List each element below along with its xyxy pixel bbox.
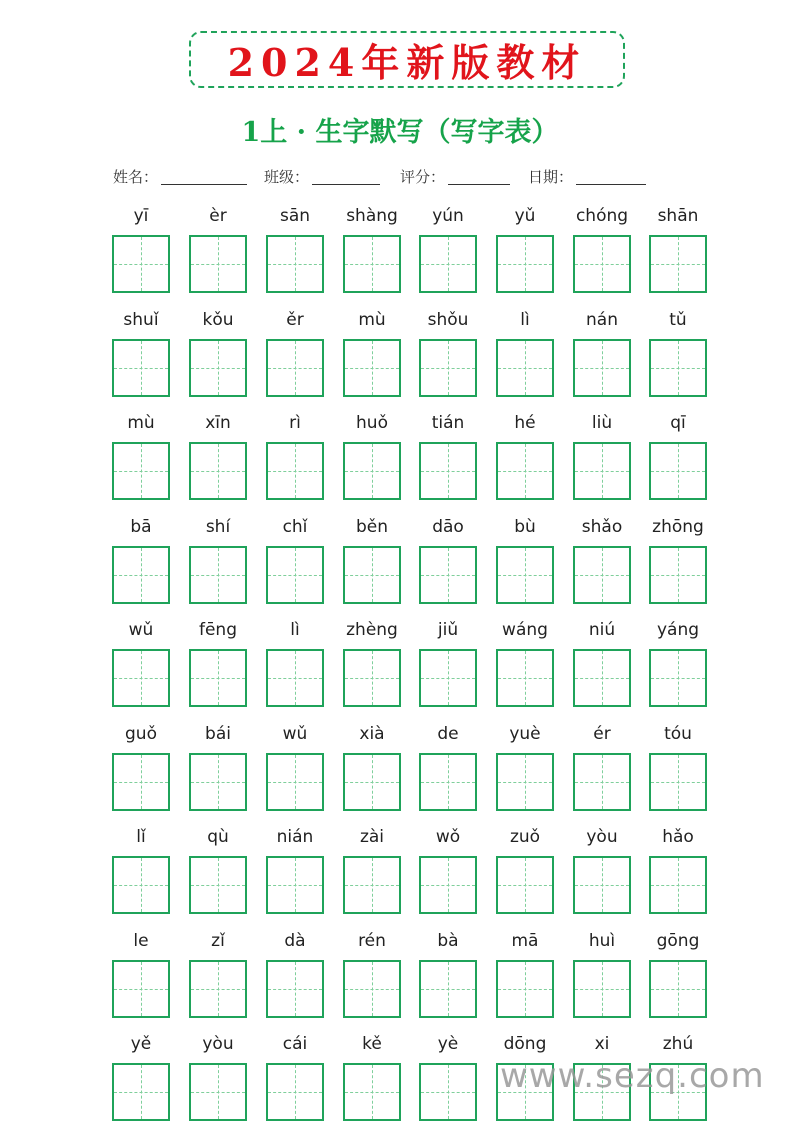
tianzige-writing-box[interactable] [112, 339, 170, 397]
class-blank[interactable] [312, 169, 380, 185]
tianzige-writing-box[interactable] [343, 753, 401, 811]
score-blank[interactable] [448, 169, 510, 185]
pinyin-label: huǒ [356, 413, 388, 433]
pinyin-label: zuǒ [509, 827, 541, 847]
character-cell [112, 309, 170, 401]
pinyin-label: nán [586, 310, 618, 330]
tianzige-writing-box[interactable] [189, 339, 247, 397]
pinyin-label: guǒ [125, 724, 157, 744]
character-cell [112, 1033, 170, 1125]
character-cell [266, 516, 324, 608]
tianzige-writing-box[interactable] [649, 960, 707, 1018]
character-cell [189, 723, 247, 815]
name-field[interactable] [113, 166, 247, 187]
pinyin-label: de [437, 724, 459, 744]
pinyin-label: sān [279, 206, 311, 226]
character-cell [573, 930, 631, 1022]
tianzige-writing-box[interactable] [419, 856, 477, 914]
tianzige-writing-box[interactable] [496, 856, 554, 914]
character-cell [419, 205, 477, 297]
tianzige-writing-box[interactable] [496, 649, 554, 707]
pinyin-label: bā [130, 517, 152, 537]
pinyin-label: hǎo [662, 827, 694, 847]
character-cell [419, 619, 477, 711]
pinyin-label: huì [588, 931, 616, 951]
pinyin-label: běn [355, 517, 389, 537]
tianzige-writing-box[interactable] [266, 753, 324, 811]
title-banner [189, 31, 625, 88]
tianzige-writing-box[interactable] [189, 442, 247, 500]
tianzige-writing-box[interactable] [189, 235, 247, 293]
character-cell [573, 412, 631, 504]
character-cell [573, 826, 631, 918]
pinyin-label: shàng [346, 206, 398, 226]
tianzige-writing-box[interactable] [112, 649, 170, 707]
character-cell [266, 412, 324, 504]
pinyin-label: shuǐ [123, 310, 159, 330]
pinyin-label: wǔ [282, 724, 308, 744]
tianzige-writing-box[interactable] [266, 339, 324, 397]
tianzige-writing-box[interactable] [343, 339, 401, 397]
character-cell [496, 723, 554, 815]
pinyin-label: lǐ [136, 827, 146, 847]
character-cell [649, 309, 707, 401]
character-cell [343, 826, 401, 918]
pinyin-label: ér [593, 724, 611, 744]
tianzige-writing-box[interactable] [573, 960, 631, 1018]
pinyin-label: yè [437, 1034, 459, 1054]
pinyin-label: zhōng [652, 517, 704, 537]
tianzige-writing-box[interactable] [573, 856, 631, 914]
character-cell [189, 1033, 247, 1125]
date-label: 日期： [528, 168, 574, 186]
pinyin-label: shǒu [427, 310, 469, 330]
character-cell [649, 619, 707, 711]
character-cell [573, 516, 631, 608]
character-cell [112, 205, 170, 297]
tianzige-writing-box[interactable] [189, 856, 247, 914]
tianzige-writing-box[interactable] [573, 442, 631, 500]
character-cell [189, 205, 247, 297]
tianzige-writing-box[interactable] [266, 546, 324, 604]
tianzige-writing-box[interactable] [419, 546, 477, 604]
pinyin-label: qù [207, 827, 229, 847]
pinyin-label: tóu [664, 724, 692, 744]
tianzige-writing-box[interactable] [343, 546, 401, 604]
tianzige-writing-box[interactable] [649, 753, 707, 811]
tianzige-writing-box[interactable] [573, 235, 631, 293]
character-cell [343, 930, 401, 1022]
pinyin-label: dà [284, 931, 306, 951]
character-cell [112, 723, 170, 815]
character-cell [112, 826, 170, 918]
tianzige-writing-box[interactable] [573, 339, 631, 397]
tianzige-writing-box[interactable] [649, 442, 707, 500]
pinyin-label: chóng [575, 206, 629, 226]
tianzige-writing-box[interactable] [266, 1063, 324, 1121]
pinyin-label: shǎo [581, 517, 623, 537]
character-cell [266, 826, 324, 918]
tianzige-writing-box[interactable] [112, 546, 170, 604]
pinyin-label: mù [127, 413, 155, 433]
pinyin-label: cái [282, 1034, 308, 1054]
tianzige-writing-box[interactable] [496, 339, 554, 397]
tianzige-writing-box[interactable] [573, 546, 631, 604]
tianzige-writing-box[interactable] [419, 339, 477, 397]
date-field[interactable] [528, 166, 646, 187]
pinyin-label: zǐ [211, 931, 225, 951]
tianzige-writing-box[interactable] [419, 235, 477, 293]
character-cell [343, 619, 401, 711]
tianzige-writing-box[interactable] [343, 1063, 401, 1121]
tianzige-writing-box[interactable] [112, 753, 170, 811]
tianzige-writing-box[interactable] [189, 960, 247, 1018]
character-cell [266, 205, 324, 297]
character-cell [343, 1033, 401, 1125]
tianzige-writing-box[interactable] [112, 856, 170, 914]
student-info-row [113, 166, 713, 188]
character-cell [112, 930, 170, 1022]
tianzige-writing-box[interactable] [266, 649, 324, 707]
pinyin-label: shí [205, 517, 231, 537]
pinyin-label: zhèng [346, 620, 398, 640]
tianzige-writing-box[interactable] [189, 649, 247, 707]
pinyin-label: wǔ [128, 620, 154, 640]
character-cell [189, 619, 247, 711]
pinyin-label: wáng [502, 620, 548, 640]
tianzige-writing-box[interactable] [419, 960, 477, 1018]
pinyin-label: bái [205, 724, 231, 744]
pinyin-label: kǒu [202, 310, 234, 330]
tianzige-writing-box[interactable] [573, 753, 631, 811]
tianzige-writing-box[interactable] [189, 546, 247, 604]
character-cell [573, 723, 631, 815]
character-cell [343, 516, 401, 608]
pinyin-label: xi [594, 1034, 610, 1054]
tianzige-writing-box[interactable] [649, 856, 707, 914]
tianzige-writing-box[interactable] [112, 960, 170, 1018]
character-cell [266, 723, 324, 815]
name-blank[interactable] [161, 169, 247, 185]
pinyin-label: èr [209, 206, 227, 226]
character-cell [573, 205, 631, 297]
character-cell [419, 930, 477, 1022]
tianzige-writing-box[interactable] [496, 960, 554, 1018]
tianzige-writing-box[interactable] [496, 442, 554, 500]
character-cell [419, 516, 477, 608]
pinyin-label: kě [362, 1034, 382, 1054]
pinyin-label: rén [358, 931, 386, 951]
character-cell [496, 826, 554, 918]
tianzige-writing-box[interactable] [419, 442, 477, 500]
character-cell [266, 1033, 324, 1125]
pinyin-label: hé [514, 413, 536, 433]
character-cell [419, 412, 477, 504]
pinyin-label: xīn [205, 413, 231, 433]
character-cell [266, 309, 324, 401]
pinyin-label: niú [588, 620, 616, 640]
pinyin-label: tǔ [669, 310, 687, 330]
pinyin-label: zài [359, 827, 385, 847]
pinyin-label: nián [276, 827, 314, 847]
character-cell [343, 205, 401, 297]
pinyin-label: yòu [202, 1034, 234, 1054]
pinyin-label: dōng [503, 1034, 547, 1054]
character-cell [189, 516, 247, 608]
pinyin-label: jiǔ [437, 620, 459, 640]
character-cell [649, 412, 707, 504]
tianzige-writing-box[interactable] [266, 235, 324, 293]
character-cell [112, 516, 170, 608]
character-cell [419, 309, 477, 401]
character-cell [649, 516, 707, 608]
tianzige-writing-box[interactable] [419, 649, 477, 707]
pinyin-label: yáng [656, 620, 700, 640]
tianzige-writing-box[interactable] [266, 442, 324, 500]
character-cell [496, 516, 554, 608]
pinyin-label: dāo [432, 517, 464, 537]
pinyin-label: rì [289, 413, 301, 433]
character-cell [266, 619, 324, 711]
character-cell [112, 412, 170, 504]
tianzige-writing-box[interactable] [112, 442, 170, 500]
tianzige-writing-box[interactable] [649, 235, 707, 293]
tianzige-writing-box[interactable] [112, 1063, 170, 1121]
pinyin-label: yún [432, 206, 464, 226]
pinyin-label: yuè [509, 724, 541, 744]
character-cell [649, 723, 707, 815]
pinyin-label: le [133, 931, 149, 951]
pinyin-label: fēng [198, 620, 237, 640]
tianzige-writing-box[interactable] [419, 753, 477, 811]
banner-title: 2024年新版教材 [227, 40, 587, 85]
character-cell [573, 309, 631, 401]
pinyin-label: yě [130, 1034, 152, 1054]
tianzige-writing-box[interactable] [189, 1063, 247, 1121]
tianzige-writing-box[interactable] [419, 1063, 477, 1121]
character-cell [189, 930, 247, 1022]
tianzige-writing-box[interactable] [343, 649, 401, 707]
pinyin-label: zhú [662, 1034, 694, 1054]
character-cell [649, 205, 707, 297]
class-label: 班级： [264, 168, 310, 186]
worksheet-subtitle: 1上 · 生字默写（写字表） [241, 117, 559, 148]
character-cell [266, 930, 324, 1022]
pinyin-label: bà [437, 931, 459, 951]
pinyin-label: bù [514, 517, 536, 537]
character-cell [343, 309, 401, 401]
character-cell [189, 826, 247, 918]
pinyin-label: yī [133, 206, 149, 226]
tianzige-writing-box[interactable] [343, 235, 401, 293]
character-cell [419, 1033, 477, 1125]
character-cell [496, 309, 554, 401]
score-label: 评分： [400, 168, 446, 186]
class-field[interactable] [264, 166, 380, 187]
pinyin-label: xià [359, 724, 385, 744]
character-cell [419, 723, 477, 815]
tianzige-writing-box[interactable] [649, 339, 707, 397]
tianzige-writing-box[interactable] [649, 546, 707, 604]
tianzige-writing-box[interactable] [496, 753, 554, 811]
tianzige-writing-box[interactable] [266, 960, 324, 1018]
tianzige-writing-box[interactable] [343, 442, 401, 500]
pinyin-label: liù [591, 413, 613, 433]
character-cell [496, 930, 554, 1022]
tianzige-writing-box[interactable] [343, 856, 401, 914]
character-cell [496, 619, 554, 711]
pinyin-label: ěr [286, 310, 304, 330]
pinyin-label: mā [511, 931, 539, 951]
tianzige-writing-box[interactable] [343, 960, 401, 1018]
character-cell [189, 309, 247, 401]
character-cell [343, 412, 401, 504]
pinyin-label: shān [657, 206, 699, 226]
tianzige-writing-box[interactable] [112, 235, 170, 293]
name-label: 姓名： [113, 168, 159, 186]
tianzige-writing-box[interactable] [496, 546, 554, 604]
tianzige-writing-box[interactable] [189, 753, 247, 811]
pinyin-label: yǔ [514, 206, 536, 226]
pinyin-label: gōng [656, 931, 700, 951]
tianzige-writing-box[interactable] [496, 235, 554, 293]
score-field[interactable] [400, 166, 510, 187]
pinyin-label: wǒ [435, 827, 461, 847]
pinyin-label: lì [290, 620, 300, 640]
pinyin-label: qī [670, 413, 686, 433]
character-cell [649, 826, 707, 918]
character-cell [573, 619, 631, 711]
pinyin-label: lì [520, 310, 530, 330]
character-cell [496, 205, 554, 297]
pinyin-label: chǐ [282, 517, 308, 537]
pinyin-label: mù [358, 310, 386, 330]
character-cell [343, 723, 401, 815]
tianzige-writing-box[interactable] [649, 649, 707, 707]
tianzige-writing-box[interactable] [573, 649, 631, 707]
character-cell [496, 412, 554, 504]
character-cell [112, 619, 170, 711]
tianzige-writing-box[interactable] [266, 856, 324, 914]
site-watermark: www.sezq.com [500, 1056, 765, 1096]
character-cell [649, 930, 707, 1022]
pinyin-label: tián [431, 413, 465, 433]
character-cell [189, 412, 247, 504]
character-cell [419, 826, 477, 918]
pinyin-label: yòu [586, 827, 618, 847]
date-blank[interactable] [576, 169, 646, 185]
